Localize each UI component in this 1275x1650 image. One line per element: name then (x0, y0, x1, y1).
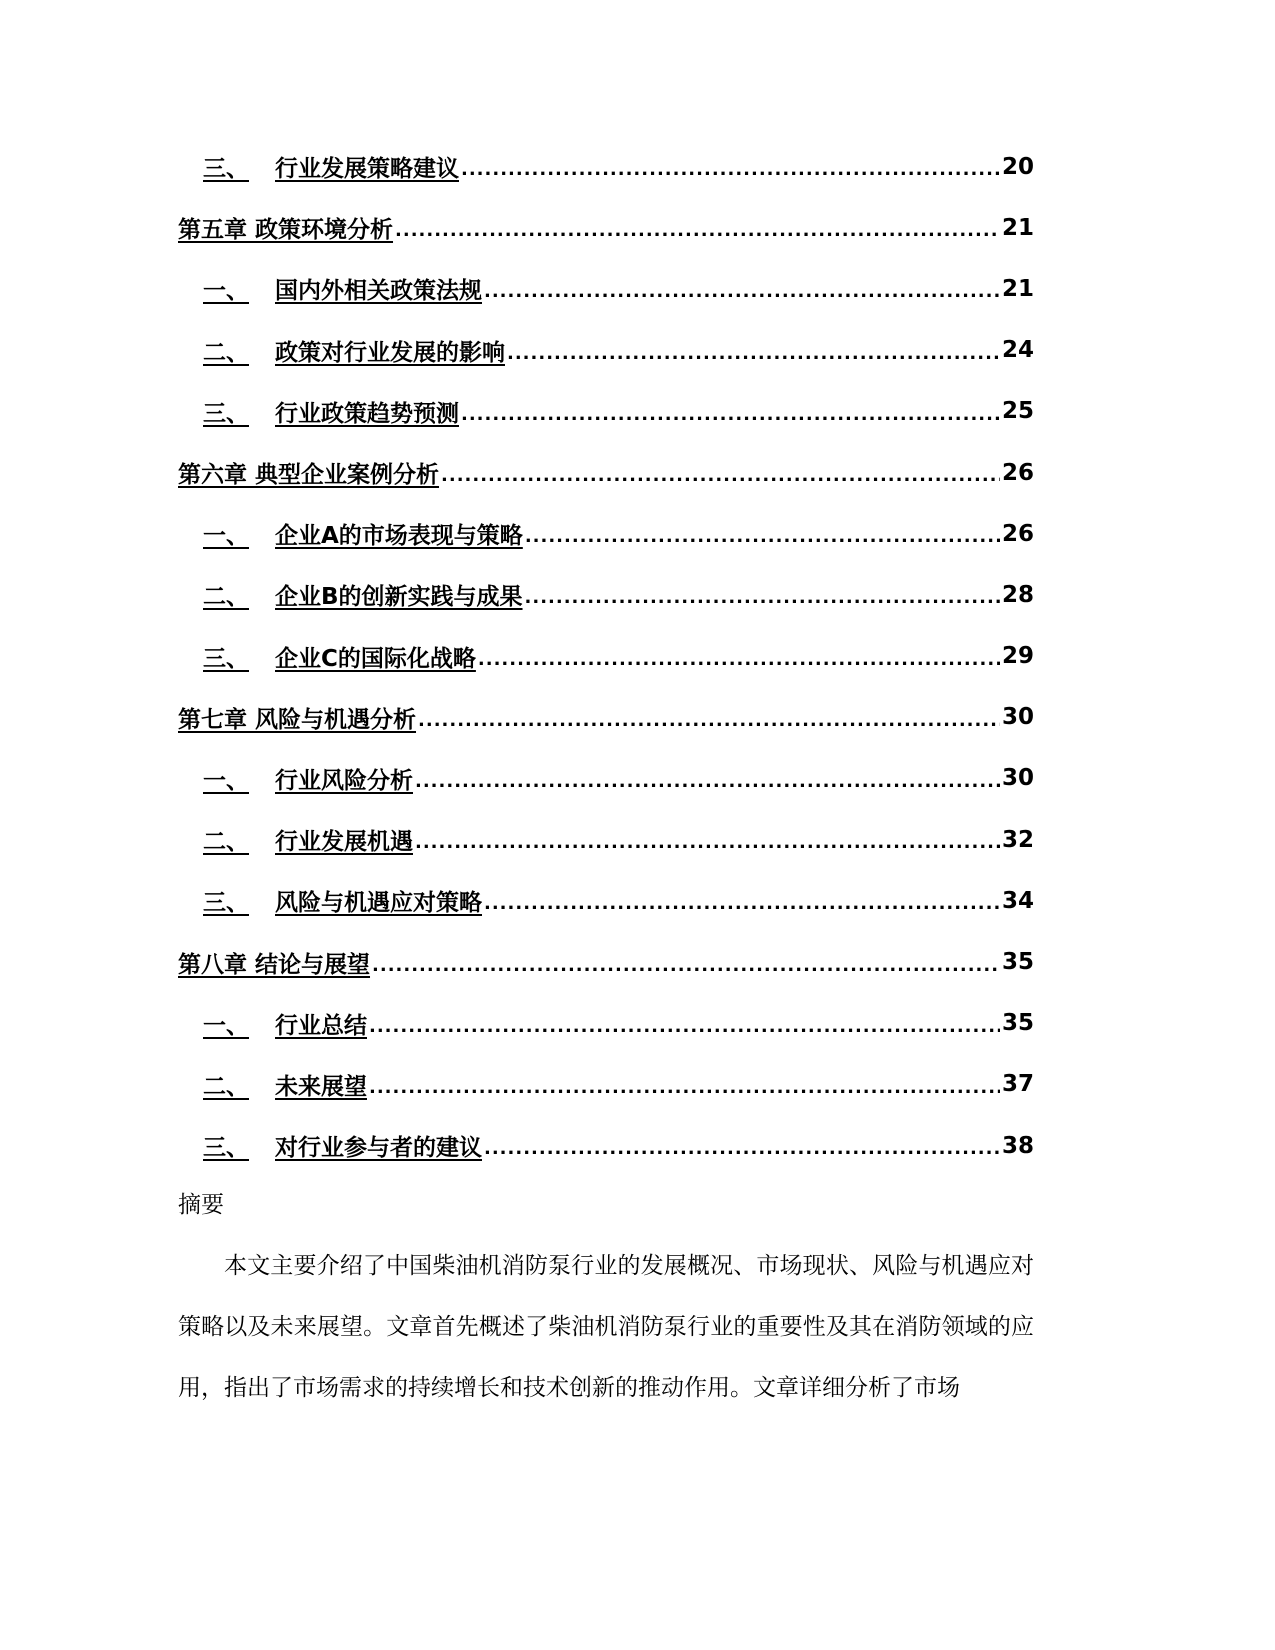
toc-section-entry[interactable] (178, 1115, 1034, 1176)
toc-entry-title: 行业发展策略建议 (275, 156, 459, 183)
dot-leader (461, 398, 1000, 425)
toc-section-entry[interactable] (178, 1054, 1034, 1115)
toc-entry-title: 第八章 结论与展望 (178, 951, 371, 978)
toc-entry-link[interactable] (203, 334, 505, 367)
dot-leader (395, 214, 1000, 241)
toc-entry-title: 企业C的国际化战略 (275, 645, 476, 672)
toc-entry-title: 企业A的市场表现与策略 (275, 523, 523, 550)
dot-leader (415, 826, 1000, 853)
dot-leader (525, 520, 1000, 547)
toc-entry-number: 二、 (203, 1073, 249, 1100)
toc-entry-link[interactable] (178, 946, 370, 979)
toc-entry-link[interactable] (203, 1007, 367, 1040)
toc-chapter-entry[interactable] (178, 442, 1034, 503)
toc-page-number: 21 (1001, 275, 1034, 302)
dot-leader (525, 581, 1000, 608)
toc-entry-title: 对行业参与者的建议 (275, 1135, 482, 1162)
toc-entry-title: 政策对行业发展的影响 (275, 339, 505, 366)
toc-entry-link[interactable] (203, 1068, 367, 1101)
toc-entry-link[interactable] (203, 762, 413, 795)
toc-entry-number: 三、 (203, 156, 249, 183)
toc-section-entry[interactable] (178, 626, 1034, 687)
toc-chapter-entry[interactable] (178, 931, 1034, 992)
toc-entry-number: 二、 (203, 584, 249, 611)
dot-leader (484, 275, 1000, 302)
table-of-contents (178, 136, 1034, 1176)
toc-page-number: 38 (1001, 1132, 1034, 1159)
toc-entry-title: 风险与机遇应对策略 (275, 890, 482, 917)
toc-entry-title: 第七章 风险与机遇分析 (178, 706, 417, 733)
toc-entry-number: 三、 (203, 890, 249, 917)
toc-section-entry[interactable] (178, 564, 1034, 625)
dot-leader (484, 887, 1000, 914)
toc-entry-link[interactable] (203, 150, 459, 183)
toc-entry-link[interactable] (178, 701, 416, 734)
abstract-body: 本文主要介绍了中国柴油机消防泵行业的发展概况、市场现状、风险与机遇应对策略以及未来展望。文章首先概述了柴油机消防泵行业的重要性及其在消防领域的应用，指出了市场需求的持续增长和技术创新的推动作用。文章详细分析了市场 (178, 1253, 1034, 1402)
toc-page-number: 26 (1001, 459, 1034, 486)
toc-entry-title: 未来展望 (275, 1073, 367, 1100)
toc-entry-number: 一、 (203, 1012, 249, 1039)
toc-entry-link[interactable] (178, 211, 393, 244)
toc-section-entry[interactable] (178, 993, 1034, 1054)
toc-entry-number: 一、 (203, 767, 249, 794)
toc-entry-title: 企业B的创新实践与成果 (275, 584, 523, 611)
toc-page-number: 28 (1001, 581, 1034, 608)
toc-entry-number: 一、 (203, 278, 249, 305)
dot-leader (372, 949, 1000, 976)
toc-page-number: 35 (1001, 1010, 1034, 1037)
dot-leader (415, 765, 1000, 792)
toc-entry-link[interactable] (203, 578, 523, 611)
toc-entry-link[interactable] (203, 395, 459, 428)
toc-entry-link[interactable] (203, 823, 413, 856)
toc-section-entry[interactable] (178, 809, 1034, 870)
toc-page-number: 32 (1001, 826, 1034, 853)
toc-entry-title: 行业风险分析 (275, 767, 413, 794)
toc-page-number: 34 (1001, 887, 1034, 914)
toc-entry-link[interactable] (203, 1129, 482, 1162)
toc-entry-link[interactable] (203, 640, 476, 673)
toc-section-entry[interactable] (178, 320, 1034, 381)
dot-leader (441, 459, 1000, 486)
toc-page-number: 29 (1001, 643, 1034, 670)
toc-section-entry[interactable] (178, 748, 1034, 809)
toc-entry-title: 第六章 典型企业案例分析 (178, 462, 440, 489)
dot-leader (369, 1071, 1000, 1098)
toc-entry-number: 二、 (203, 339, 249, 366)
toc-section-entry[interactable] (178, 258, 1034, 319)
dot-leader (507, 337, 1000, 364)
toc-entry-number: 二、 (203, 829, 249, 856)
toc-page-number: 21 (1001, 214, 1034, 241)
dot-leader (478, 643, 1000, 670)
toc-page-number: 37 (1001, 1071, 1034, 1098)
toc-section-entry[interactable] (178, 503, 1034, 564)
toc-entry-title: 行业政策趋势预测 (275, 400, 459, 427)
toc-page-number: 35 (1001, 949, 1034, 976)
toc-section-entry[interactable] (178, 870, 1034, 931)
toc-entry-title: 行业总结 (275, 1012, 367, 1039)
toc-entry-link[interactable] (203, 884, 482, 917)
toc-entry-number: 一、 (203, 523, 249, 550)
toc-entry-title: 国内外相关政策法规 (275, 278, 482, 305)
toc-entry-link[interactable] (178, 456, 439, 489)
dot-leader (484, 1132, 1000, 1159)
dot-leader (461, 153, 1000, 180)
toc-chapter-entry[interactable] (178, 687, 1034, 748)
toc-section-entry[interactable] (178, 136, 1034, 197)
toc-page-number: 30 (1001, 704, 1034, 731)
toc-page-number: 25 (1001, 398, 1034, 425)
toc-entry-title: 行业发展机遇 (275, 829, 413, 856)
toc-entry-number: 三、 (203, 1135, 249, 1162)
toc-entry-number: 三、 (203, 645, 249, 672)
toc-entry-title: 第五章 政策环境分析 (178, 217, 394, 244)
toc-page-number: 30 (1001, 765, 1034, 792)
abstract-heading: 摘要 (178, 1192, 224, 1218)
toc-section-entry[interactable] (178, 381, 1034, 442)
toc-page-number: 24 (1001, 337, 1034, 364)
dot-leader (418, 704, 1000, 731)
toc-entry-link[interactable] (203, 517, 523, 550)
toc-entry-link[interactable] (203, 272, 482, 305)
toc-page-number: 20 (1001, 153, 1034, 180)
toc-page-number: 26 (1001, 520, 1034, 547)
toc-entry-number: 三、 (203, 400, 249, 427)
dot-leader (369, 1010, 1000, 1037)
toc-chapter-entry[interactable] (178, 197, 1034, 258)
